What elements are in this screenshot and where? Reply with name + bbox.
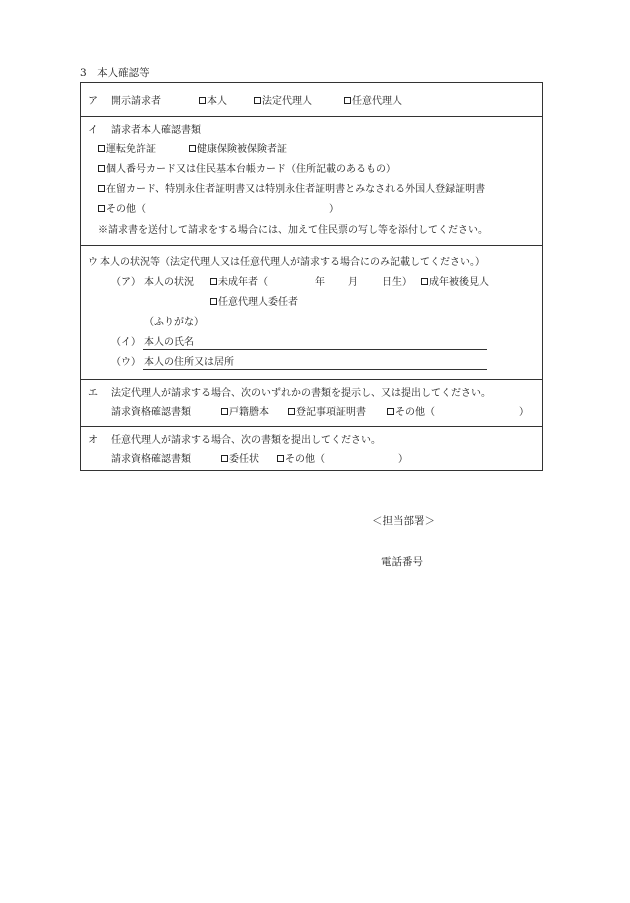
- option-health-insurance[interactable]: 健康保険被保険者証: [189, 145, 287, 155]
- option-registry-certificate[interactable]: 登記事項証明書: [288, 408, 366, 418]
- checkbox[interactable]: [421, 278, 428, 285]
- checkbox[interactable]: [199, 97, 206, 104]
- other-voluntary-close: ）: [398, 454, 408, 465]
- name-marker: （イ）: [111, 337, 141, 348]
- mailing-note: ※請求書を送付して請求をする場合には、加えて住民票の写し等を添付してください。: [98, 225, 488, 236]
- phone-label: 電話番号: [381, 556, 423, 568]
- checkbox[interactable]: [98, 145, 105, 152]
- id-documents-title: 請求者本人確認書類: [111, 125, 201, 136]
- other-legal-close: ）: [519, 407, 529, 418]
- checkbox[interactable]: [387, 408, 394, 415]
- checkbox[interactable]: [210, 278, 217, 285]
- section-legal-agent-docs: [81, 379, 542, 427]
- checkbox[interactable]: [98, 165, 105, 172]
- option-self[interactable]: 本人: [199, 97, 227, 107]
- checkbox[interactable]: [210, 298, 217, 305]
- option-my-number-card[interactable]: 個人番号カード又は住民基本台帳カード（住所記載のあるもの）: [98, 165, 396, 175]
- section-marker: イ: [88, 125, 98, 136]
- section-requester: [81, 83, 542, 117]
- option-legal-agent[interactable]: 法定代理人: [254, 97, 312, 107]
- principal-address-field[interactable]: [143, 357, 487, 370]
- voluntary-docs-label: 請求資格確認書類: [111, 454, 191, 465]
- option-power-of-attorney[interactable]: 委任状: [221, 455, 259, 465]
- birth-day-unit: 日生）: [382, 277, 412, 288]
- option-family-register[interactable]: 戸籍謄本: [221, 408, 269, 418]
- status-label: 本人の状況: [144, 277, 194, 288]
- option-adult-guardian[interactable]: 成年被後見人: [421, 278, 489, 288]
- principal-name-field[interactable]: [143, 337, 487, 350]
- section-marker: ウ: [88, 257, 98, 268]
- section-principal-status: [81, 245, 542, 380]
- checkbox[interactable]: [288, 408, 295, 415]
- requester-label: 開示請求者: [111, 96, 161, 107]
- checkbox[interactable]: [344, 97, 351, 104]
- status-marker: （ア）: [111, 277, 141, 288]
- address-marker: （ウ）: [111, 357, 141, 368]
- checkbox[interactable]: [277, 455, 284, 462]
- option-minor[interactable]: 未成年者（: [210, 278, 268, 288]
- section-id-documents: [81, 116, 542, 246]
- checkbox[interactable]: [98, 205, 105, 212]
- checkbox[interactable]: [189, 145, 196, 152]
- page-heading: 3 本人確認等: [80, 67, 150, 79]
- checkbox[interactable]: [98, 185, 105, 192]
- address-label: 本人の住所又は居所: [144, 357, 234, 368]
- legal-agent-docs-title: 法定代理人が請求する場合、次のいずれかの書類を提示し、又は提出してください。: [111, 388, 491, 399]
- section-marker: ア: [88, 96, 98, 107]
- name-label: 本人の氏名: [144, 337, 194, 348]
- checkbox[interactable]: [221, 408, 228, 415]
- option-other-legal[interactable]: その他（: [387, 408, 435, 418]
- voluntary-agent-docs-title: 任意代理人が請求する場合、次の書類を提出してください。: [111, 435, 381, 446]
- department-label: ＜担当部署＞: [372, 515, 435, 527]
- checkbox[interactable]: [254, 97, 261, 104]
- identity-verification-form: [80, 82, 543, 471]
- section-marker: エ: [88, 388, 98, 399]
- option-other-voluntary[interactable]: その他（: [277, 455, 325, 465]
- principal-status-title: 本人の状況等（法定代理人又は任意代理人が請求する場合にのみ記載してください。）: [100, 257, 485, 268]
- other-id-close: ）: [329, 204, 339, 215]
- birth-year-unit: 年: [315, 277, 325, 288]
- option-drivers-license[interactable]: 運転免許証: [98, 145, 156, 155]
- legal-docs-label: 請求資格確認書類: [111, 407, 191, 418]
- option-voluntary-agent[interactable]: 任意代理人: [344, 97, 402, 107]
- checkbox[interactable]: [221, 455, 228, 462]
- section-marker: オ: [88, 435, 98, 446]
- section-voluntary-agent-docs: [81, 426, 542, 472]
- option-other-id[interactable]: その他（: [98, 205, 146, 215]
- birth-month-unit: 月: [348, 277, 358, 288]
- option-residence-card[interactable]: 在留カード、特別永住者証明書又は特別永住者証明書とみなされる外国人登録証明書: [98, 185, 485, 195]
- furigana-label: （ふりがな）: [144, 317, 204, 328]
- option-delegator[interactable]: 任意代理人委任者: [210, 298, 298, 308]
